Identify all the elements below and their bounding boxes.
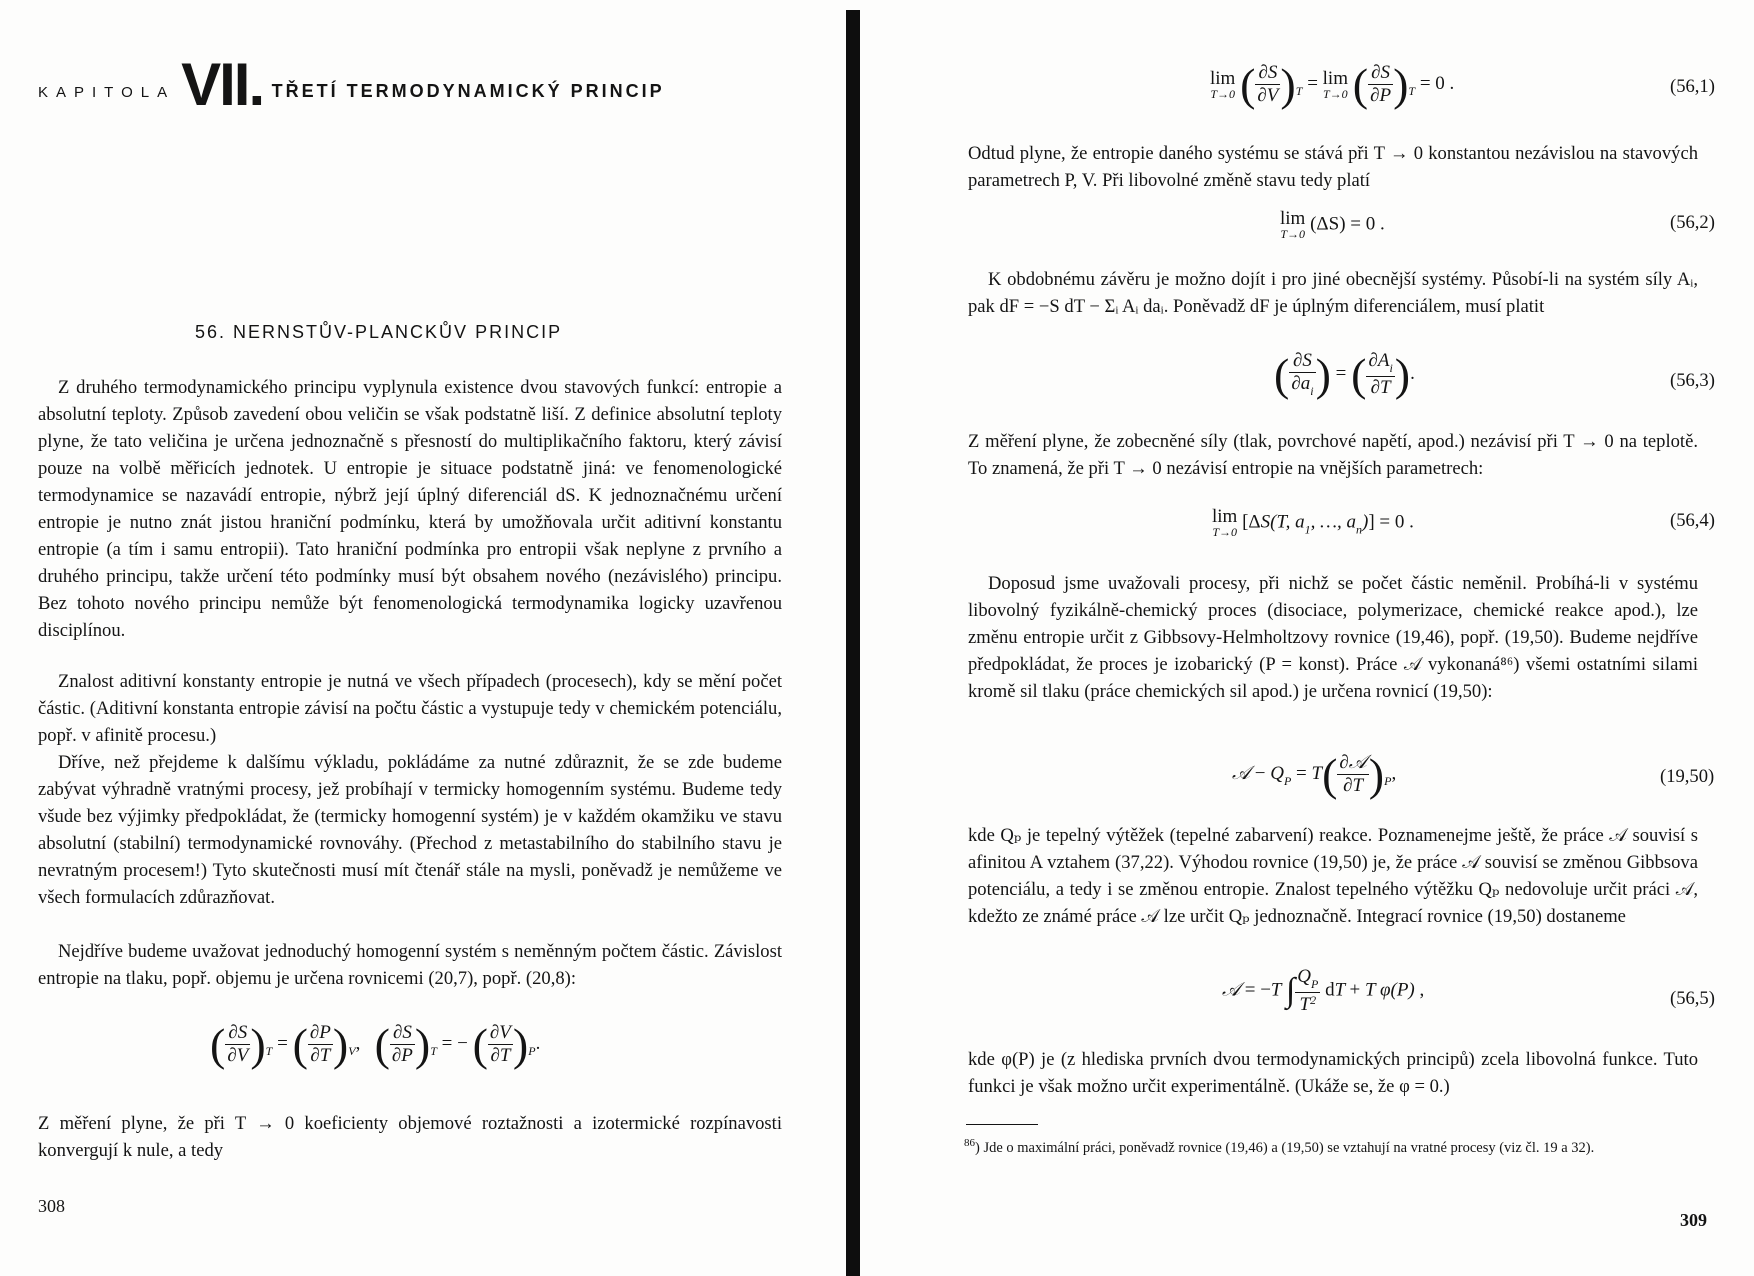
equation-56-2: lim T→0 (ΔS) = 0 . [1280, 208, 1385, 241]
eq-number-56-4: (56,4) [1670, 510, 1715, 531]
left-page [0, 0, 846, 1276]
left-paragraph-3: Dříve, než přejdeme k dalšímu výkladu, pokládáme za nutné zdůraznit, že se zde budeme zabývat výhradně vratnými procesy, jež probíhají v termicky homogenním systému. Budeme tedy všude bez výjimky předpokládat, že (termicky homogenní systém) je v každém okamžiku ve stavu absolutní (stabilní) termodynamické rovnováhy. (Přechod z metastabilního do stabilního stavu je nevratným procesem!) Tyto skutečnosti musí mít čtenář stále na mysli, poněvadž je nemůžeme ve všech formulacích zdůrazňovat. [38, 752, 782, 908]
right-paragraph-2: K obdobnému závěru je možno dojít i pro jiné obecnější systémy. Působí-li na systém síly Aᵢ, pak dF = −S dT − Σᵢ Aᵢ daᵢ. Poněvadž dF je úplným diferenciálem, musí platit [968, 269, 1698, 317]
equation-maxwell-relations: ( $\frac{\partial S}{\partial V}$ )$_T$ = ( $\frac{\partial P}{\partial T}$ )$_V$, ( $\frac{\partial S}{\partial P}$ )$_T$ = − ( $\frac{\partial V}{\partial T}$ )$_P$. [210, 1019, 541, 1070]
eq-number-56-5: (56,5) [1670, 988, 1715, 1009]
footnote-mark: 86 [964, 1137, 975, 1149]
chapter-label: KAPITOLA [38, 84, 176, 101]
eq-number-19-50: (19,50) [1660, 766, 1715, 787]
book-spine [846, 10, 860, 1276]
left-paragraph-5: Z měření plyne, že při T → 0 koeficienty objemové roztažnosti a izotermické rozpínavosti konvergují k nule, a tedy [38, 1113, 782, 1161]
page-number-left: 308 [38, 1196, 65, 1216]
left-paragraph-4: Nejdříve budeme uvažovat jednoduchý homogenní systém s neměnným počtem částic. Závislost entropie na tlaku, popř. objemu je určena rovnicemi (20,7), popř. (20,8): [38, 941, 782, 989]
left-paragraph-1: Z druhého termodynamického principu vyplynula existence dvou stavových funkcí: entropie a absolutní teploty. Způsob zavedení obou veličin se však podstatně liší. Z definice absolutní teploty plyne, že tato veličina je určena jednoznačně s přesností do multiplikačního faktoru, který závisí pouze na volbě měřicích jednotek. U entropie je situace podstatně jiná: ve fenomenologické termodynamice se nazavádí entropie, nýbrž její úplný diferenciál dS. K jednoznačnému určení entropie je nutno znát jistou hraniční podmínku, která by umožňovala určit aditivní konstantu entropie (a tím i samu entropii). Tato hraniční podmínka pro entropii však neplyne z prvního a druhého principu, takže určení této podmínky musí být obsahem nového (nezávislého) principu. Bez tohoto nového principu nemůže být fenomenologická termodynamika logicky uzavřenou disciplínou. [38, 377, 782, 641]
footnote-rule [966, 1124, 1038, 1125]
equation-19-50: 𝒜 − $Q_P = T$( $\frac{\text{∂𝒜}}{\partial T}$ )$_P$, [1232, 749, 1397, 800]
chapter-number: VII. [181, 51, 264, 118]
chapter-title: TŘETÍ TERMODYNAMICKÝ PRINCIP [271, 81, 665, 101]
left-paragraph-2: Znalost aditivní konstanty entropie je nutná ve všech případech (procesech), kdy se mění počet částic. (Aditivní konstanta entropie závisí na počtu částic a vystupuje tedy v chemickém potenciálu, popř. v afinitě procesu.) [38, 671, 782, 746]
equation-56-3: ( $\frac{\partial S}{\partial a_i}$ ) = ( $\frac{\partial A_i}{\partial T}$ ). [1274, 349, 1415, 400]
right-paragraph-6: kde φ(P) je (z hlediska prvních dvou termodynamických principů) zcela libovolná funkce. Tuto funkci je však možno určit experimentálně. (Ukáže se, že φ = 0.) [968, 1049, 1698, 1097]
equation-56-1: lim T→0 ( $\frac{\partial S}{\partial V}$ )$_T = \lim$ T→0 ( $\frac{\partial S}{\partial P}$ )$_T = 0$ . [1210, 59, 1455, 110]
chapter-heading [38, 42, 838, 118]
equation-56-5: 𝒜 = −T ∫ $\frac{Q_P}{T^2}$ dT + T φ(P) , [1222, 966, 1425, 1015]
page-number-right: 309 [1680, 1210, 1707, 1230]
right-page [862, 0, 1754, 1276]
eq-number-56-3: (56,3) [1670, 370, 1715, 391]
footnote-text: ) Jde o maximální práci, poněvadž rovnice (19,46) a (19,50) se vztahují na vratné procesy (viz čl. 19 a 32). [975, 1140, 1595, 1156]
right-paragraph-1: Odtud plyne, že entropie daného systému se stává při T → 0 konstantou nezávislou na stavových parametrech P, V. Při libovolné změně stavu tedy platí [968, 143, 1698, 191]
eq-number-56-1: (56,1) [1670, 76, 1715, 97]
equation-56-4: lim T→0 [ΔS(T, $a_1$, …, $a_n)] = 0$ . [1212, 506, 1414, 539]
right-paragraph-5: kde Qₚ je tepelný výtěžek (tepelné zabarvení) reakce. Poznamenejme ještě, že práce 𝒜 souvisí s afinitou A vztahem (37,22). Výhodou rovnice (19,50) je, že práce 𝒜 souvisí se změnou Gibbsova potenciálu, a tedy i se změnou entropie. Znalost tepelného výtěžku Qₚ nedovoluje určit práci 𝒜, kdežto ze známé práce 𝒜 lze určit Qₚ jednoznačně. Integrací rovnice (19,50) dostaneme [968, 825, 1698, 927]
right-paragraph-4: Doposud jsme uvažovali procesy, při nichž se počet částic neměnil. Probíhá-li v systému libovolný fyzikálně-chemický proces (disociace, polymerizace, chemické reakce apod.), lze změnu entropie určit z Gibbsovy-Helmholtzovy rovnice (19,46), popř. (19,50). Budeme nejdříve předpokládat, že proces je izobarický (P = konst). Práce 𝒜 vykonaná⁸⁶) všemi ostatními silami kromě sil tlaku (práce chemických sil apod.) je určena rovnicí (19,50): [968, 573, 1698, 702]
right-paragraph-3: Z měření plyne, že zobecněné síly (tlak, povrchové napětí, apod.) nezávisí při T → 0 na teplotě. To znamená, že při T → 0 nezávisí entropie na vnějších parametrech: [968, 431, 1698, 479]
section-title: 56. NERNSTŮV-PLANCKŮV PRINCIP [195, 322, 563, 342]
eq-number-56-2: (56,2) [1670, 212, 1715, 233]
footnote-86 [964, 1132, 1704, 1160]
